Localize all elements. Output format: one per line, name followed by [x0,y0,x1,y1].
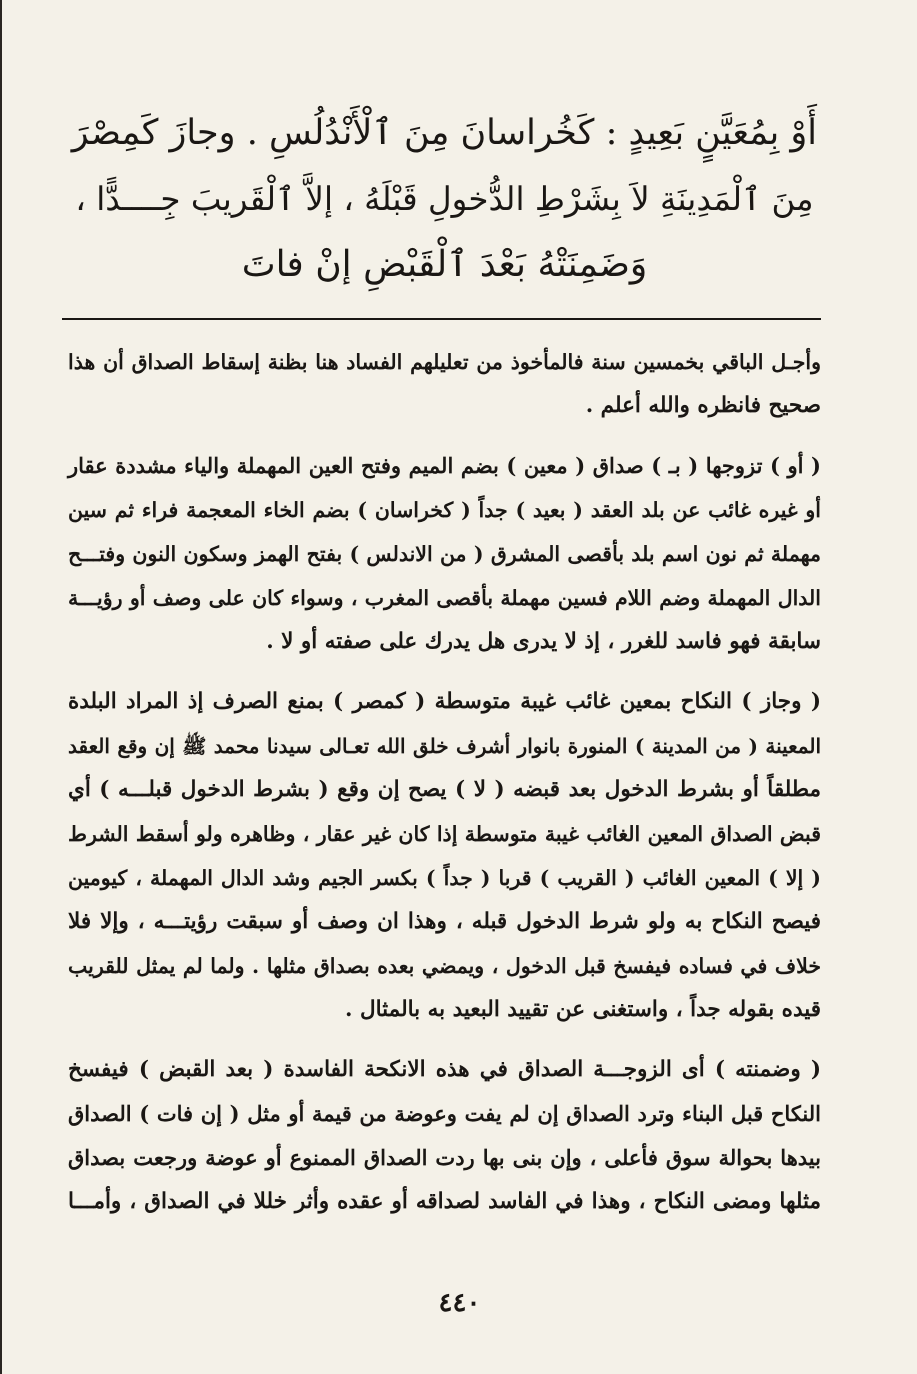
text-line: مطلقاً أو بشرط الدخول بعد قبضه ( لا ) يصح إن وقع ( بشرط الدخول قبلـــه ) أي [68,777,821,802]
text-line: مثلها ومضى النكاح ، وهذا في الفاسد لصداقه أو عقده وأثر خللا في الصداق ، وأمـــا [68,1189,821,1214]
text-line: ( أو ) تزوجها ( بـ ) صداق ( معين ) بضم الميم وفتح العين المهملة والياء مشددة عقار [68,453,821,478]
matn-line: وَضَمِنَتْهُ بَعْدَ ٱلْقَبْضِ إنْ فاتَ [241,244,648,285]
matn-line: أَوْ بِمُعَيَّنٍ بَعِيدٍ : كَخُراسانَ مِنَ ٱلْأَنْدُلُسِ . وجازَ كَمِصْرَ [71,113,817,153]
commentary-paragraph [68,340,821,428]
text-line: وأجـل الباقي بخمسين سنة فالمأخوذ من تعليلهم الفساد هنا بظنة إسقاط الصداق أن هذا [68,350,821,374]
commentary-text [68,340,821,1240]
text-line: ( وضمنته ) أى الزوجـــة الصداق في هذه الانكحة الفاسدة ( بعد القبض ) فيفسخ [68,1057,821,1082]
text-line: ( وجاز ) النكاح بمعين غائب غيبة متوسطة ( كمصر ) بمنع الصرف إذ المراد البلدة [68,689,821,714]
text-line: فيصح النكاح به ولو شرط الدخول قبله ، وهذا ان وصف أو سبقت رؤيتـــه ، وإلا فلا [68,909,821,934]
text-line: بيدها بحوالة سوق فأعلى ، وإن بنى بها ردت الصداق الممنوع أو عوضة ورجعت بصداق [68,1145,821,1170]
page-number: ٤٤٠ [438,1288,481,1318]
text-line: قبض الصداق المعين الغائب غيبة متوسطة إذا كان غير عقار ، وظاهره ولو أسقط الشرط [68,822,821,846]
matn-text [72,100,817,298]
text-line: صحيح فانظره والله أعلم . [585,393,821,418]
text-line: المعينة ( من المدينة ) المنورة بانوار أشرف خلق الله تعـالى سيدنا محمد ﷺ إن وقع العقد [68,734,821,758]
text-line: أو غيره غائب عن بلد العقد ( بعيد ) جداً ( كخراسان ) بضم الخاء المعجمة فراء ثم سين [68,498,821,522]
commentary-paragraph [68,1048,821,1224]
separator-rule [62,318,821,320]
commentary-paragraph [68,444,821,664]
text-line: النكاح قبل البناء وترد الصداق إن لم يفت وعوضة من قيمة أو مثل ( إن فات ) الصداق [68,1101,821,1126]
text-line: الدال المهملة وضم اللام فسين مهملة بأقصى المغرب ، وسواء كان على وصف أو رؤيـــة [68,586,821,610]
text-line: خلاف في فساده فيفسخ قبل الدخول ، ويمضي بعده بصداق مثلها . ولما لم يمثل للقريب [68,954,821,978]
text-line: ( إلا ) المعين الغائب ( القريب ) قربا ( جداً ) بكسر الجيم وشد الدال المهملة ، كيومين [68,866,821,890]
text-line: قيده بقوله جداً ، واستغنى عن تقييد البعيد به بالمثال . [345,997,821,1022]
commentary-paragraph [68,680,821,1032]
text-line: مهملة ثم نون اسم بلد بأقصى المشرق ( من الاندلس ) بفتح الهمز وسكون النون وفتـــح [68,542,821,566]
text-line: سابقة فهو فاسد للغرر ، إذ لا يدرى هل يدرك على صفته أو لا . [266,629,821,654]
matn-line: مِنَ ٱلْمَدِينَةِ لاَ بِشَرْطِ الدُّخولِ قَبْلَهُ ، إلاَّ ٱلْقَريبَ جِــــدًّا ، [75,180,814,218]
